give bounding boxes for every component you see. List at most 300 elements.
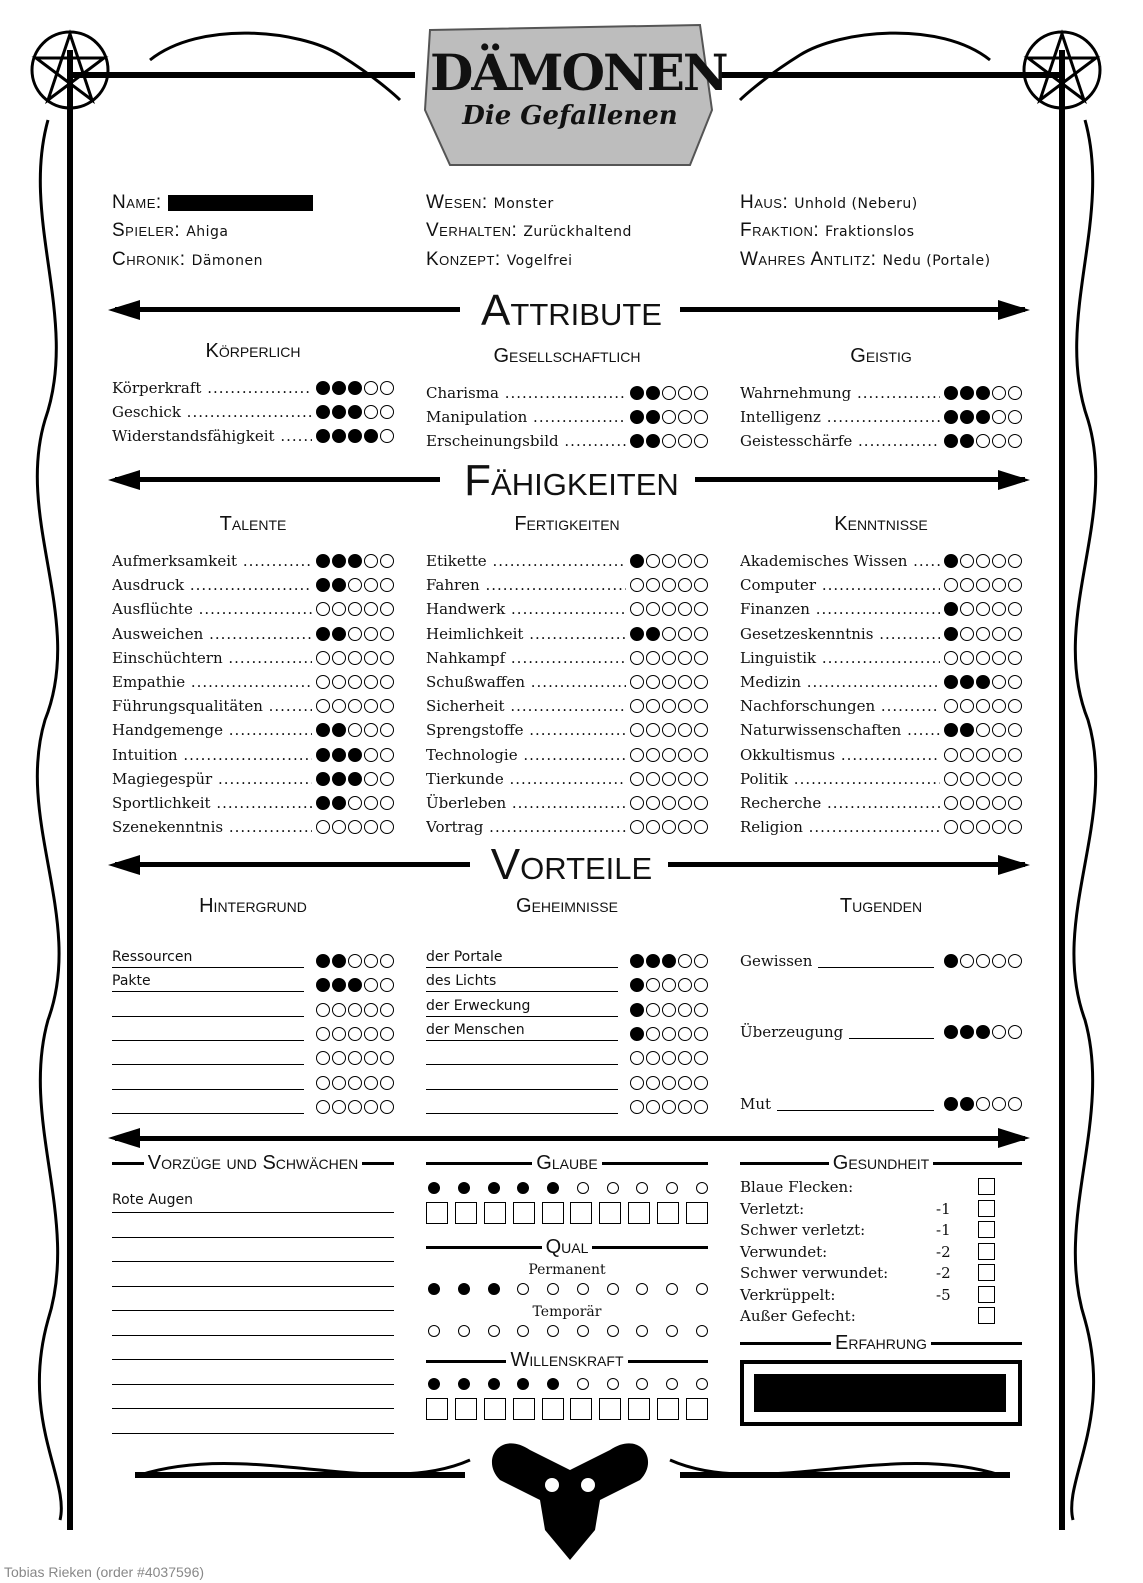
dot-filled[interactable] [332,578,346,592]
dot-empty[interactable] [1008,554,1022,568]
dot-empty[interactable] [960,602,974,616]
dot-empty[interactable] [316,1100,330,1114]
dot-filled[interactable] [316,978,330,992]
dot-empty[interactable] [348,796,362,810]
dot-empty[interactable] [364,627,378,641]
dot-empty[interactable] [944,772,958,786]
track-dot-empty[interactable] [607,1325,619,1337]
dot-empty[interactable] [944,820,958,834]
skill-row[interactable] [426,792,708,814]
dot-filled[interactable] [316,578,330,592]
dot-empty[interactable] [380,978,394,992]
track-box[interactable] [686,1202,708,1224]
dot-rating[interactable] [316,675,394,689]
dot-empty[interactable] [678,1100,692,1114]
dot-empty[interactable] [364,405,378,419]
dot-empty[interactable] [1008,627,1022,641]
dot-empty[interactable] [992,651,1006,665]
attribute-row[interactable] [112,401,394,423]
dot-empty[interactable] [364,748,378,762]
dot-empty[interactable] [976,651,990,665]
header-wesen[interactable] [426,192,554,214]
dot-empty[interactable] [694,1076,708,1090]
dot-empty[interactable] [976,954,990,968]
dot-rating[interactable] [944,1097,1022,1111]
dot-rating[interactable] [316,554,394,568]
dot-rating[interactable] [316,699,394,713]
dot-empty[interactable] [694,699,708,713]
skill-row[interactable] [426,574,708,596]
track-dot-empty[interactable] [607,1182,619,1194]
dot-empty[interactable] [316,1027,330,1041]
dot-empty[interactable] [348,1003,362,1017]
health-checkbox[interactable] [978,1178,995,1195]
dot-empty[interactable] [364,602,378,616]
dot-empty[interactable] [694,954,708,968]
dot-empty[interactable] [992,772,1006,786]
vorzug-line[interactable] [112,1339,394,1360]
dot-empty[interactable] [646,1051,660,1065]
skill-row[interactable] [112,574,394,596]
dot-empty[interactable] [316,1076,330,1090]
dot-filled[interactable] [332,429,346,443]
dot-filled[interactable] [944,554,958,568]
vorzug-line[interactable] [112,1241,394,1262]
skill-row[interactable] [426,550,708,572]
dot-empty[interactable] [630,651,644,665]
dot-empty[interactable] [630,1076,644,1090]
track-box[interactable] [628,1398,650,1420]
hintergrund-name[interactable] [112,1044,304,1065]
geheimnisse-name[interactable] [426,1069,618,1090]
dot-rating[interactable] [316,954,394,968]
dot-empty[interactable] [646,1100,660,1114]
skill-row[interactable] [740,816,1022,838]
dot-filled[interactable] [348,978,362,992]
skill-row[interactable] [740,623,1022,645]
health-level[interactable] [740,1307,1000,1327]
dot-empty[interactable] [662,699,676,713]
dot-empty[interactable] [316,1051,330,1065]
dot-empty[interactable] [348,578,362,592]
dot-filled[interactable] [316,381,330,395]
dot-empty[interactable] [662,1003,676,1017]
dot-rating[interactable] [316,1051,394,1065]
dot-rating[interactable] [630,1027,708,1041]
track-dot-empty[interactable] [517,1283,529,1295]
track-dot-empty[interactable] [666,1283,678,1295]
dot-filled[interactable] [316,796,330,810]
vorzug-line[interactable] [112,1290,394,1311]
dot-empty[interactable] [332,699,346,713]
geheimnisse-name[interactable]: der Menschen [426,1020,618,1041]
dot-filled[interactable] [944,675,958,689]
dot-empty[interactable] [678,675,692,689]
track-box[interactable] [513,1398,535,1420]
geheimnisse-name[interactable]: der Erweckung [426,996,618,1017]
dot-rating[interactable] [630,434,708,448]
dot-rating[interactable] [944,1025,1022,1039]
dot-empty[interactable] [630,1100,644,1114]
dot-empty[interactable] [678,796,692,810]
dot-empty[interactable] [380,578,394,592]
track-dot-empty[interactable] [577,1378,589,1390]
tugend-row[interactable] [740,950,1022,972]
dot-empty[interactable] [662,978,676,992]
skill-row[interactable] [740,598,1022,620]
attribute-row[interactable] [112,425,394,447]
dot-filled[interactable] [316,554,330,568]
dot-empty[interactable] [646,602,660,616]
dot-empty[interactable] [630,723,644,737]
track-dot-empty[interactable] [428,1325,440,1337]
dot-empty[interactable] [646,554,660,568]
dot-rating[interactable] [944,723,1022,737]
dot-empty[interactable] [646,651,660,665]
dot-empty[interactable] [646,820,660,834]
dot-rating[interactable] [944,772,1022,786]
dot-empty[interactable] [364,578,378,592]
dot-empty[interactable] [646,723,660,737]
dot-empty[interactable] [662,578,676,592]
dot-empty[interactable] [348,675,362,689]
dot-empty[interactable] [348,954,362,968]
dot-empty[interactable] [364,1100,378,1114]
dot-rating[interactable] [630,1051,708,1065]
track-box[interactable] [657,1398,679,1420]
dot-rating[interactable] [630,675,708,689]
geheimnisse-row[interactable] [426,995,708,1017]
dot-empty[interactable] [678,1076,692,1090]
dot-empty[interactable] [992,675,1006,689]
dot-empty[interactable] [662,410,676,424]
dot-rating[interactable] [316,381,394,395]
track-dot-empty[interactable] [696,1283,708,1295]
dot-empty[interactable] [960,820,974,834]
dot-empty[interactable] [380,405,394,419]
geheimnisse-row[interactable] [426,1092,708,1114]
dot-rating[interactable] [316,651,394,665]
track-box[interactable] [657,1202,679,1224]
dot-empty[interactable] [630,699,644,713]
dot-filled[interactable] [646,386,660,400]
dot-filled[interactable] [630,1027,644,1041]
dot-empty[interactable] [960,796,974,810]
dot-empty[interactable] [944,796,958,810]
dot-rating[interactable] [630,772,708,786]
dot-empty[interactable] [662,1076,676,1090]
skill-row[interactable] [426,816,708,838]
attribute-row[interactable] [112,377,394,399]
dot-rating[interactable] [316,748,394,762]
attribute-row[interactable] [740,382,1022,404]
dot-empty[interactable] [646,1003,660,1017]
dot-filled[interactable] [976,410,990,424]
dot-empty[interactable] [976,699,990,713]
track-dot-filled[interactable] [458,1378,470,1390]
dot-rating[interactable] [944,386,1022,400]
dot-empty[interactable] [694,748,708,762]
dot-empty[interactable] [662,434,676,448]
dot-empty[interactable] [694,675,708,689]
geheimnisse-name[interactable]: der Portale [426,947,618,968]
dot-empty[interactable] [678,434,692,448]
dot-empty[interactable] [694,434,708,448]
dot-empty[interactable] [364,1051,378,1065]
dot-empty[interactable] [662,723,676,737]
dot-empty[interactable] [364,554,378,568]
dot-empty[interactable] [694,1100,708,1114]
dot-filled[interactable] [316,748,330,762]
dot-rating[interactable] [944,410,1022,424]
vorzug-line[interactable] [112,1266,394,1287]
dot-rating[interactable] [944,954,1022,968]
track-dot-filled[interactable] [517,1182,529,1194]
skill-row[interactable] [740,574,1022,596]
geheimnisse-row[interactable] [426,1019,708,1041]
dot-rating[interactable] [630,723,708,737]
dot-empty[interactable] [694,796,708,810]
dot-rating[interactable] [316,723,394,737]
tugend-row[interactable] [740,1021,1022,1043]
dot-filled[interactable] [332,954,346,968]
hintergrund-row[interactable] [112,1092,394,1114]
dot-filled[interactable] [630,554,644,568]
dot-rating[interactable] [316,1003,394,1017]
dot-rating[interactable] [630,386,708,400]
dot-filled[interactable] [646,410,660,424]
track-dot-filled[interactable] [547,1378,559,1390]
dot-empty[interactable] [992,602,1006,616]
dot-empty[interactable] [630,675,644,689]
dot-empty[interactable] [380,748,394,762]
dot-empty[interactable] [694,978,708,992]
dot-filled[interactable] [316,627,330,641]
dot-filled[interactable] [944,602,958,616]
dot-empty[interactable] [630,796,644,810]
dot-empty[interactable] [646,796,660,810]
dot-empty[interactable] [316,675,330,689]
dot-empty[interactable] [960,554,974,568]
dot-rating[interactable] [630,748,708,762]
dot-empty[interactable] [348,627,362,641]
dot-empty[interactable] [960,627,974,641]
dot-empty[interactable] [380,796,394,810]
skill-row[interactable] [426,695,708,717]
track-box[interactable] [426,1398,448,1420]
dot-empty[interactable] [944,699,958,713]
dot-empty[interactable] [678,1027,692,1041]
dot-empty[interactable] [678,627,692,641]
dot-empty[interactable] [332,1027,346,1041]
header-chronik[interactable] [112,249,263,271]
dot-empty[interactable] [662,627,676,641]
track-dot-empty[interactable] [607,1283,619,1295]
track-dot-filled[interactable] [488,1283,500,1295]
dot-empty[interactable] [1008,578,1022,592]
dot-empty[interactable] [694,386,708,400]
dot-filled[interactable] [944,1025,958,1039]
dot-empty[interactable] [1008,386,1022,400]
dot-filled[interactable] [944,434,958,448]
dot-empty[interactable] [316,1003,330,1017]
dot-empty[interactable] [678,554,692,568]
dot-empty[interactable] [316,699,330,713]
track-box[interactable] [570,1398,592,1420]
dot-empty[interactable] [380,381,394,395]
skill-row[interactable] [112,768,394,790]
dot-filled[interactable] [944,410,958,424]
dot-rating[interactable] [316,627,394,641]
hintergrund-name[interactable] [112,1020,304,1041]
dot-filled[interactable] [316,429,330,443]
dot-rating[interactable] [944,699,1022,713]
dot-empty[interactable] [1008,434,1022,448]
skill-row[interactable] [740,671,1022,693]
dot-empty[interactable] [992,434,1006,448]
dot-empty[interactable] [1008,772,1022,786]
dot-rating[interactable] [630,651,708,665]
dot-filled[interactable] [348,772,362,786]
dot-filled[interactable] [332,554,346,568]
dot-empty[interactable] [678,386,692,400]
dot-empty[interactable] [678,954,692,968]
dot-empty[interactable] [694,627,708,641]
attribute-row[interactable] [740,406,1022,428]
header-wahres-antlitz[interactable] [740,249,991,271]
dot-empty[interactable] [992,578,1006,592]
hintergrund-row[interactable] [112,946,394,968]
dot-filled[interactable] [646,954,660,968]
dot-rating[interactable] [944,627,1022,641]
dot-empty[interactable] [380,1051,394,1065]
dot-filled[interactable] [960,386,974,400]
dot-empty[interactable] [678,978,692,992]
track-box[interactable] [426,1202,448,1224]
health-checkbox[interactable] [978,1286,995,1303]
skill-row[interactable] [740,647,1022,669]
dot-empty[interactable] [380,429,394,443]
dot-empty[interactable] [992,796,1006,810]
dot-empty[interactable] [646,1076,660,1090]
dot-empty[interactable] [976,723,990,737]
dot-empty[interactable] [332,1003,346,1017]
dot-rating[interactable] [630,578,708,592]
dot-rating[interactable] [316,1076,394,1090]
header-verhalten[interactable] [426,220,632,242]
skill-row[interactable] [112,623,394,645]
dot-empty[interactable] [316,602,330,616]
track-box[interactable] [599,1398,621,1420]
track-dot-empty[interactable] [636,1325,648,1337]
dot-rating[interactable] [630,627,708,641]
dot-empty[interactable] [364,796,378,810]
dot-empty[interactable] [662,675,676,689]
dot-empty[interactable] [678,820,692,834]
dot-rating[interactable] [630,1100,708,1114]
dot-empty[interactable] [1008,651,1022,665]
dot-empty[interactable] [992,410,1006,424]
dot-empty[interactable] [380,651,394,665]
dot-rating[interactable] [630,978,708,992]
dot-filled[interactable] [332,796,346,810]
dot-rating[interactable] [316,820,394,834]
track-dot-empty[interactable] [577,1283,589,1295]
track-box[interactable] [542,1398,564,1420]
dot-filled[interactable] [332,405,346,419]
dot-filled[interactable] [630,410,644,424]
dot-filled[interactable] [630,978,644,992]
dot-filled[interactable] [646,434,660,448]
dot-empty[interactable] [380,699,394,713]
dot-empty[interactable] [976,796,990,810]
dot-filled[interactable] [960,1097,974,1111]
hintergrund-name[interactable] [112,1069,304,1090]
attribute-row[interactable] [426,406,708,428]
track-box[interactable] [455,1398,477,1420]
dot-empty[interactable] [380,772,394,786]
dot-empty[interactable] [678,748,692,762]
dot-empty[interactable] [646,748,660,762]
dot-empty[interactable] [678,410,692,424]
skill-row[interactable] [112,744,394,766]
dot-filled[interactable] [944,1097,958,1111]
dot-empty[interactable] [960,578,974,592]
geheimnisse-row[interactable] [426,946,708,968]
track-dot-empty[interactable] [547,1283,559,1295]
dot-rating[interactable] [316,405,394,419]
hintergrund-name[interactable] [112,996,304,1017]
tugend-row[interactable] [740,1093,1022,1115]
dot-rating[interactable] [630,796,708,810]
dot-rating[interactable] [630,602,708,616]
vorzug-line[interactable]: Rote Augen [112,1192,394,1213]
dot-rating[interactable] [944,554,1022,568]
dot-empty[interactable] [960,954,974,968]
dot-rating[interactable] [316,796,394,810]
health-checkbox[interactable] [978,1307,995,1324]
dot-empty[interactable] [678,1003,692,1017]
dot-empty[interactable] [630,1051,644,1065]
dot-empty[interactable] [694,554,708,568]
dot-empty[interactable] [678,578,692,592]
dot-filled[interactable] [630,386,644,400]
track-dot-empty[interactable] [696,1325,708,1337]
dot-filled[interactable] [364,429,378,443]
skill-row[interactable] [740,768,1022,790]
dot-rating[interactable] [944,820,1022,834]
dot-empty[interactable] [662,651,676,665]
dot-empty[interactable] [976,820,990,834]
dot-empty[interactable] [678,602,692,616]
dot-empty[interactable] [380,602,394,616]
dot-filled[interactable] [348,554,362,568]
track-dot-filled[interactable] [428,1283,440,1295]
dot-empty[interactable] [992,723,1006,737]
dot-empty[interactable] [678,699,692,713]
attribute-row[interactable] [426,382,708,404]
dot-empty[interactable] [992,1097,1006,1111]
dot-empty[interactable] [380,675,394,689]
dot-empty[interactable] [662,796,676,810]
track-box[interactable] [455,1202,477,1224]
hintergrund-row[interactable] [112,1068,394,1090]
dot-empty[interactable] [992,554,1006,568]
skill-row[interactable] [112,647,394,669]
skill-row[interactable] [112,550,394,572]
dot-rating[interactable] [630,1076,708,1090]
track-dot-filled[interactable] [488,1378,500,1390]
